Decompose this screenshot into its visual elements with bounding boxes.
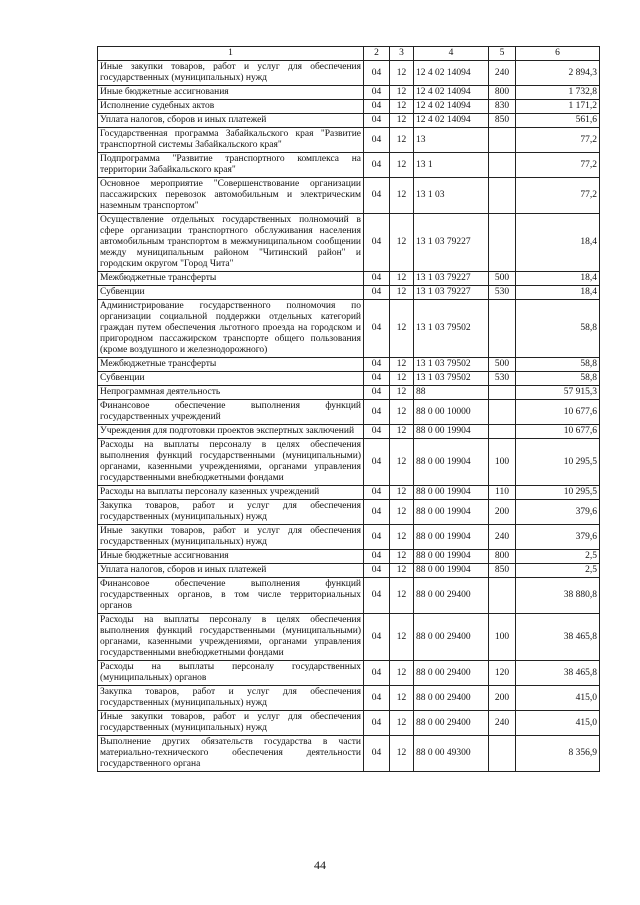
row-subsection-cell: 12 [390,214,414,272]
row-amount-cell: 38 465,8 [516,661,600,686]
row-amount-cell: 2,5 [516,564,600,578]
table-row [98,114,600,128]
header-cell-amount: 6 [516,47,600,61]
row-name-cell: Иные бюджетные ассигнования [98,86,364,100]
row-expense-type-cell: 100 [489,439,516,486]
table-row [98,286,600,300]
row-expense-type-cell: 800 [489,550,516,564]
table-row [98,614,600,661]
row-target-article-cell: 88 0 00 29400 [414,686,489,711]
table-row [98,372,600,386]
row-expense-type-cell: 530 [489,372,516,386]
row-subsection-cell: 12 [390,153,414,178]
row-target-article-cell: 13 1 [414,153,489,178]
row-expense-type-cell: 200 [489,500,516,525]
table-row [98,578,600,614]
row-name-cell: Подпрограмма "Развитие транспортного комплекса на территории Забайкальского края" [98,153,364,178]
row-target-article-cell: 13 1 03 79502 [414,358,489,372]
row-name-cell: Выполнение других обязательств государства в части материально-технического обеспечения деятельности государственного органа [98,736,364,772]
row-name-cell: Расходы на выплаты персоналу государственных (муниципальных) органов [98,661,364,686]
row-name-cell: Субвенции [98,372,364,386]
row-section-cell: 04 [364,736,390,772]
row-expense-type-cell: 830 [489,100,516,114]
row-subsection-cell: 12 [390,425,414,439]
row-expense-type-cell: 530 [489,286,516,300]
row-amount-cell: 58,8 [516,358,600,372]
row-name-cell: Субвенции [98,286,364,300]
row-name-cell: Государственная программа Забайкальского края "Развитие транспортной системы Забайкальского края" [98,128,364,153]
row-subsection-cell: 12 [390,736,414,772]
row-target-article-cell: 13 1 03 [414,178,489,214]
table-row [98,128,600,153]
row-subsection-cell: 12 [390,711,414,736]
row-section-cell: 04 [364,550,390,564]
row-name-cell: Расходы на выплаты персоналу в целях обеспечения выполнения функций государственными (муниципальными) органами, казенными учреждениями, органами управления государственными внебюджетными фондами [98,439,364,486]
row-expense-type-cell: 200 [489,686,516,711]
row-name-cell: Финансовое обеспечение выполнения функций государственных учреждений [98,400,364,425]
row-target-article-cell: 88 0 00 19904 [414,425,489,439]
row-subsection-cell: 12 [390,100,414,114]
row-target-article-cell: 13 1 03 79227 [414,214,489,272]
row-amount-cell: 1 171,2 [516,100,600,114]
table-row [98,61,600,86]
row-expense-type-cell: 240 [489,711,516,736]
row-subsection-cell: 12 [390,400,414,425]
row-subsection-cell: 12 [390,114,414,128]
row-expense-type-cell [489,153,516,178]
row-amount-cell: 18,4 [516,214,600,272]
header-cell-section: 2 [364,47,390,61]
row-amount-cell: 58,8 [516,372,600,386]
table-row [98,500,600,525]
row-name-cell: Финансовое обеспечение выполнения функций государственных органов, в том числе территориальных органов [98,578,364,614]
row-target-article-cell: 12 4 02 14094 [414,86,489,100]
row-subsection-cell: 12 [390,272,414,286]
row-amount-cell: 379,6 [516,500,600,525]
row-section-cell: 04 [364,711,390,736]
row-amount-cell: 379,6 [516,525,600,550]
row-target-article-cell: 88 0 00 29400 [414,661,489,686]
row-amount-cell: 58,8 [516,300,600,358]
row-name-cell: Непрограммная деятельность [98,386,364,400]
row-subsection-cell: 12 [390,661,414,686]
header-cell-name: 1 [98,47,364,61]
row-amount-cell: 415,0 [516,711,600,736]
table-row [98,550,600,564]
table-row [98,564,600,578]
row-name-cell: Иные закупки товаров, работ и услуг для обеспечения государственных (муниципальных) нужд [98,525,364,550]
row-name-cell: Учреждения для подготовки проектов экспертных заключений [98,425,364,439]
row-expense-type-cell [489,425,516,439]
table-row [98,525,600,550]
row-section-cell: 04 [364,372,390,386]
row-expense-type-cell: 800 [489,86,516,100]
row-subsection-cell: 12 [390,286,414,300]
budget-table [97,46,600,772]
row-target-article-cell: 88 0 00 49300 [414,736,489,772]
row-section-cell: 04 [364,128,390,153]
row-amount-cell: 77,2 [516,178,600,214]
row-subsection-cell: 12 [390,550,414,564]
row-section-cell: 04 [364,358,390,372]
table-row [98,358,600,372]
row-name-cell: Иные закупки товаров, работ и услуг для обеспечения государственных (муниципальных) нужд [98,711,364,736]
table-row [98,400,600,425]
row-name-cell: Администрирование государственного полномочия по организации социальной поддержки отдельных категорий граждан путем обеспечения льготного проезда на городском и пригородном пассажирском транспорте общего пользования (кроме воздушного и железнодорожного) [98,300,364,358]
row-amount-cell: 8 356,9 [516,736,600,772]
row-section-cell: 04 [364,214,390,272]
row-target-article-cell: 88 0 00 29400 [414,614,489,661]
row-name-cell: Уплата налогов, сборов и иных платежей [98,564,364,578]
row-name-cell: Закупка товаров, работ и услуг для обеспечения государственных (муниципальных) нужд [98,500,364,525]
row-subsection-cell: 12 [390,578,414,614]
row-subsection-cell: 12 [390,686,414,711]
table-header-row [98,47,600,61]
row-name-cell: Иные закупки товаров, работ и услуг для обеспечения государственных (муниципальных) нужд [98,61,364,86]
row-target-article-cell: 12 4 02 14094 [414,114,489,128]
row-target-article-cell: 13 1 03 79502 [414,372,489,386]
row-amount-cell: 77,2 [516,128,600,153]
table-row [98,486,600,500]
table-row [98,661,600,686]
row-subsection-cell: 12 [390,61,414,86]
row-subsection-cell: 12 [390,614,414,661]
row-section-cell: 04 [364,400,390,425]
row-section-cell: 04 [364,386,390,400]
row-name-cell: Уплата налогов, сборов и иных платежей [98,114,364,128]
row-target-article-cell: 88 0 00 19904 [414,550,489,564]
row-section-cell: 04 [364,686,390,711]
row-section-cell: 04 [364,178,390,214]
row-expense-type-cell: 110 [489,486,516,500]
row-target-article-cell: 13 1 03 79502 [414,300,489,358]
row-name-cell: Исполнение судебных актов [98,100,364,114]
row-section-cell: 04 [364,425,390,439]
row-section-cell: 04 [364,439,390,486]
row-expense-type-cell [489,178,516,214]
row-target-article-cell: 88 0 00 29400 [414,578,489,614]
row-section-cell: 04 [364,564,390,578]
table-row [98,686,600,711]
row-target-article-cell: 13 [414,128,489,153]
row-amount-cell: 10 295,5 [516,486,600,500]
row-section-cell: 04 [364,661,390,686]
row-expense-type-cell [489,578,516,614]
row-section-cell: 04 [364,272,390,286]
row-expense-type-cell [489,128,516,153]
table-row [98,86,600,100]
row-target-article-cell: 88 0 00 29400 [414,711,489,736]
row-subsection-cell: 12 [390,358,414,372]
row-section-cell: 04 [364,578,390,614]
row-target-article-cell: 88 0 00 19904 [414,500,489,525]
table-row [98,153,600,178]
row-target-article-cell: 88 0 00 19904 [414,439,489,486]
row-subsection-cell: 12 [390,486,414,500]
row-subsection-cell: 12 [390,439,414,486]
row-amount-cell: 18,4 [516,272,600,286]
row-subsection-cell: 12 [390,500,414,525]
row-amount-cell: 1 732,8 [516,86,600,100]
row-name-cell: Межбюджетные трансферты [98,358,364,372]
row-expense-type-cell [489,400,516,425]
row-expense-type-cell: 120 [489,661,516,686]
row-section-cell: 04 [364,61,390,86]
table-row [98,214,600,272]
row-amount-cell: 38 880,8 [516,578,600,614]
row-name-cell: Закупка товаров, работ и услуг для обеспечения государственных (муниципальных) нужд [98,686,364,711]
table-row [98,300,600,358]
row-amount-cell: 18,4 [516,286,600,300]
row-expense-type-cell [489,300,516,358]
row-target-article-cell: 88 0 00 19904 [414,564,489,578]
row-target-article-cell: 88 [414,386,489,400]
table-row [98,386,600,400]
row-amount-cell: 561,6 [516,114,600,128]
row-expense-type-cell: 500 [489,272,516,286]
table-row [98,425,600,439]
row-amount-cell: 77,2 [516,153,600,178]
row-expense-type-cell: 240 [489,61,516,86]
row-amount-cell: 2 894,3 [516,61,600,86]
row-expense-type-cell: 100 [489,614,516,661]
row-name-cell: Осуществление отдельных государственных полномочий в сфере организации транспортного обслуживания населения автомобильным транспортом в межмуниципальном сообщении между муниципальным районом "Читинский район" и городским округом "Город Чита" [98,214,364,272]
row-section-cell: 04 [364,486,390,500]
row-amount-cell: 10 677,6 [516,425,600,439]
row-subsection-cell: 12 [390,300,414,358]
row-target-article-cell: 12 4 02 14094 [414,100,489,114]
row-amount-cell: 38 465,8 [516,614,600,661]
row-section-cell: 04 [364,86,390,100]
row-section-cell: 04 [364,114,390,128]
row-target-article-cell: 13 1 03 79227 [414,286,489,300]
row-subsection-cell: 12 [390,128,414,153]
row-section-cell: 04 [364,153,390,178]
row-amount-cell: 415,0 [516,686,600,711]
row-amount-cell: 57 915,3 [516,386,600,400]
row-expense-type-cell: 240 [489,525,516,550]
table-row [98,178,600,214]
header-cell-subsection: 3 [390,47,414,61]
row-expense-type-cell [489,214,516,272]
row-section-cell: 04 [364,300,390,358]
row-section-cell: 04 [364,525,390,550]
row-name-cell: Расходы на выплаты персоналу казенных учреждений [98,486,364,500]
row-expense-type-cell [489,736,516,772]
row-target-article-cell: 88 0 00 19904 [414,486,489,500]
table-row [98,100,600,114]
table-row [98,439,600,486]
row-subsection-cell: 12 [390,178,414,214]
row-expense-type-cell: 850 [489,114,516,128]
row-name-cell: Иные бюджетные ассигнования [98,550,364,564]
table-row [98,272,600,286]
row-expense-type-cell: 850 [489,564,516,578]
row-section-cell: 04 [364,100,390,114]
row-target-article-cell: 13 1 03 79227 [414,272,489,286]
row-amount-cell: 10 677,6 [516,400,600,425]
header-cell-target-article: 4 [414,47,489,61]
row-subsection-cell: 12 [390,386,414,400]
row-name-cell: Расходы на выплаты персоналу в целях обеспечения выполнения функций государственными (муниципальными) органами, казенными учреждениями, органами управления государственными внебюджетными фондами [98,614,364,661]
row-subsection-cell: 12 [390,564,414,578]
row-name-cell: Межбюджетные трансферты [98,272,364,286]
row-subsection-cell: 12 [390,86,414,100]
row-amount-cell: 2,5 [516,550,600,564]
row-subsection-cell: 12 [390,525,414,550]
row-section-cell: 04 [364,614,390,661]
row-target-article-cell: 12 4 02 14094 [414,61,489,86]
table-row [98,736,600,772]
row-target-article-cell: 88 0 00 10000 [414,400,489,425]
row-expense-type-cell [489,386,516,400]
row-subsection-cell: 12 [390,372,414,386]
page-number: 44 [314,858,326,872]
row-expense-type-cell: 500 [489,358,516,372]
header-cell-expense-type: 5 [489,47,516,61]
row-amount-cell: 10 295,5 [516,439,600,486]
row-section-cell: 04 [364,286,390,300]
row-section-cell: 04 [364,500,390,525]
row-name-cell: Основное мероприятие "Совершенствование организации пассажирских перевозок автомобильным и электрическим наземным транспортом" [98,178,364,214]
row-target-article-cell: 88 0 00 19904 [414,525,489,550]
table-row [98,711,600,736]
